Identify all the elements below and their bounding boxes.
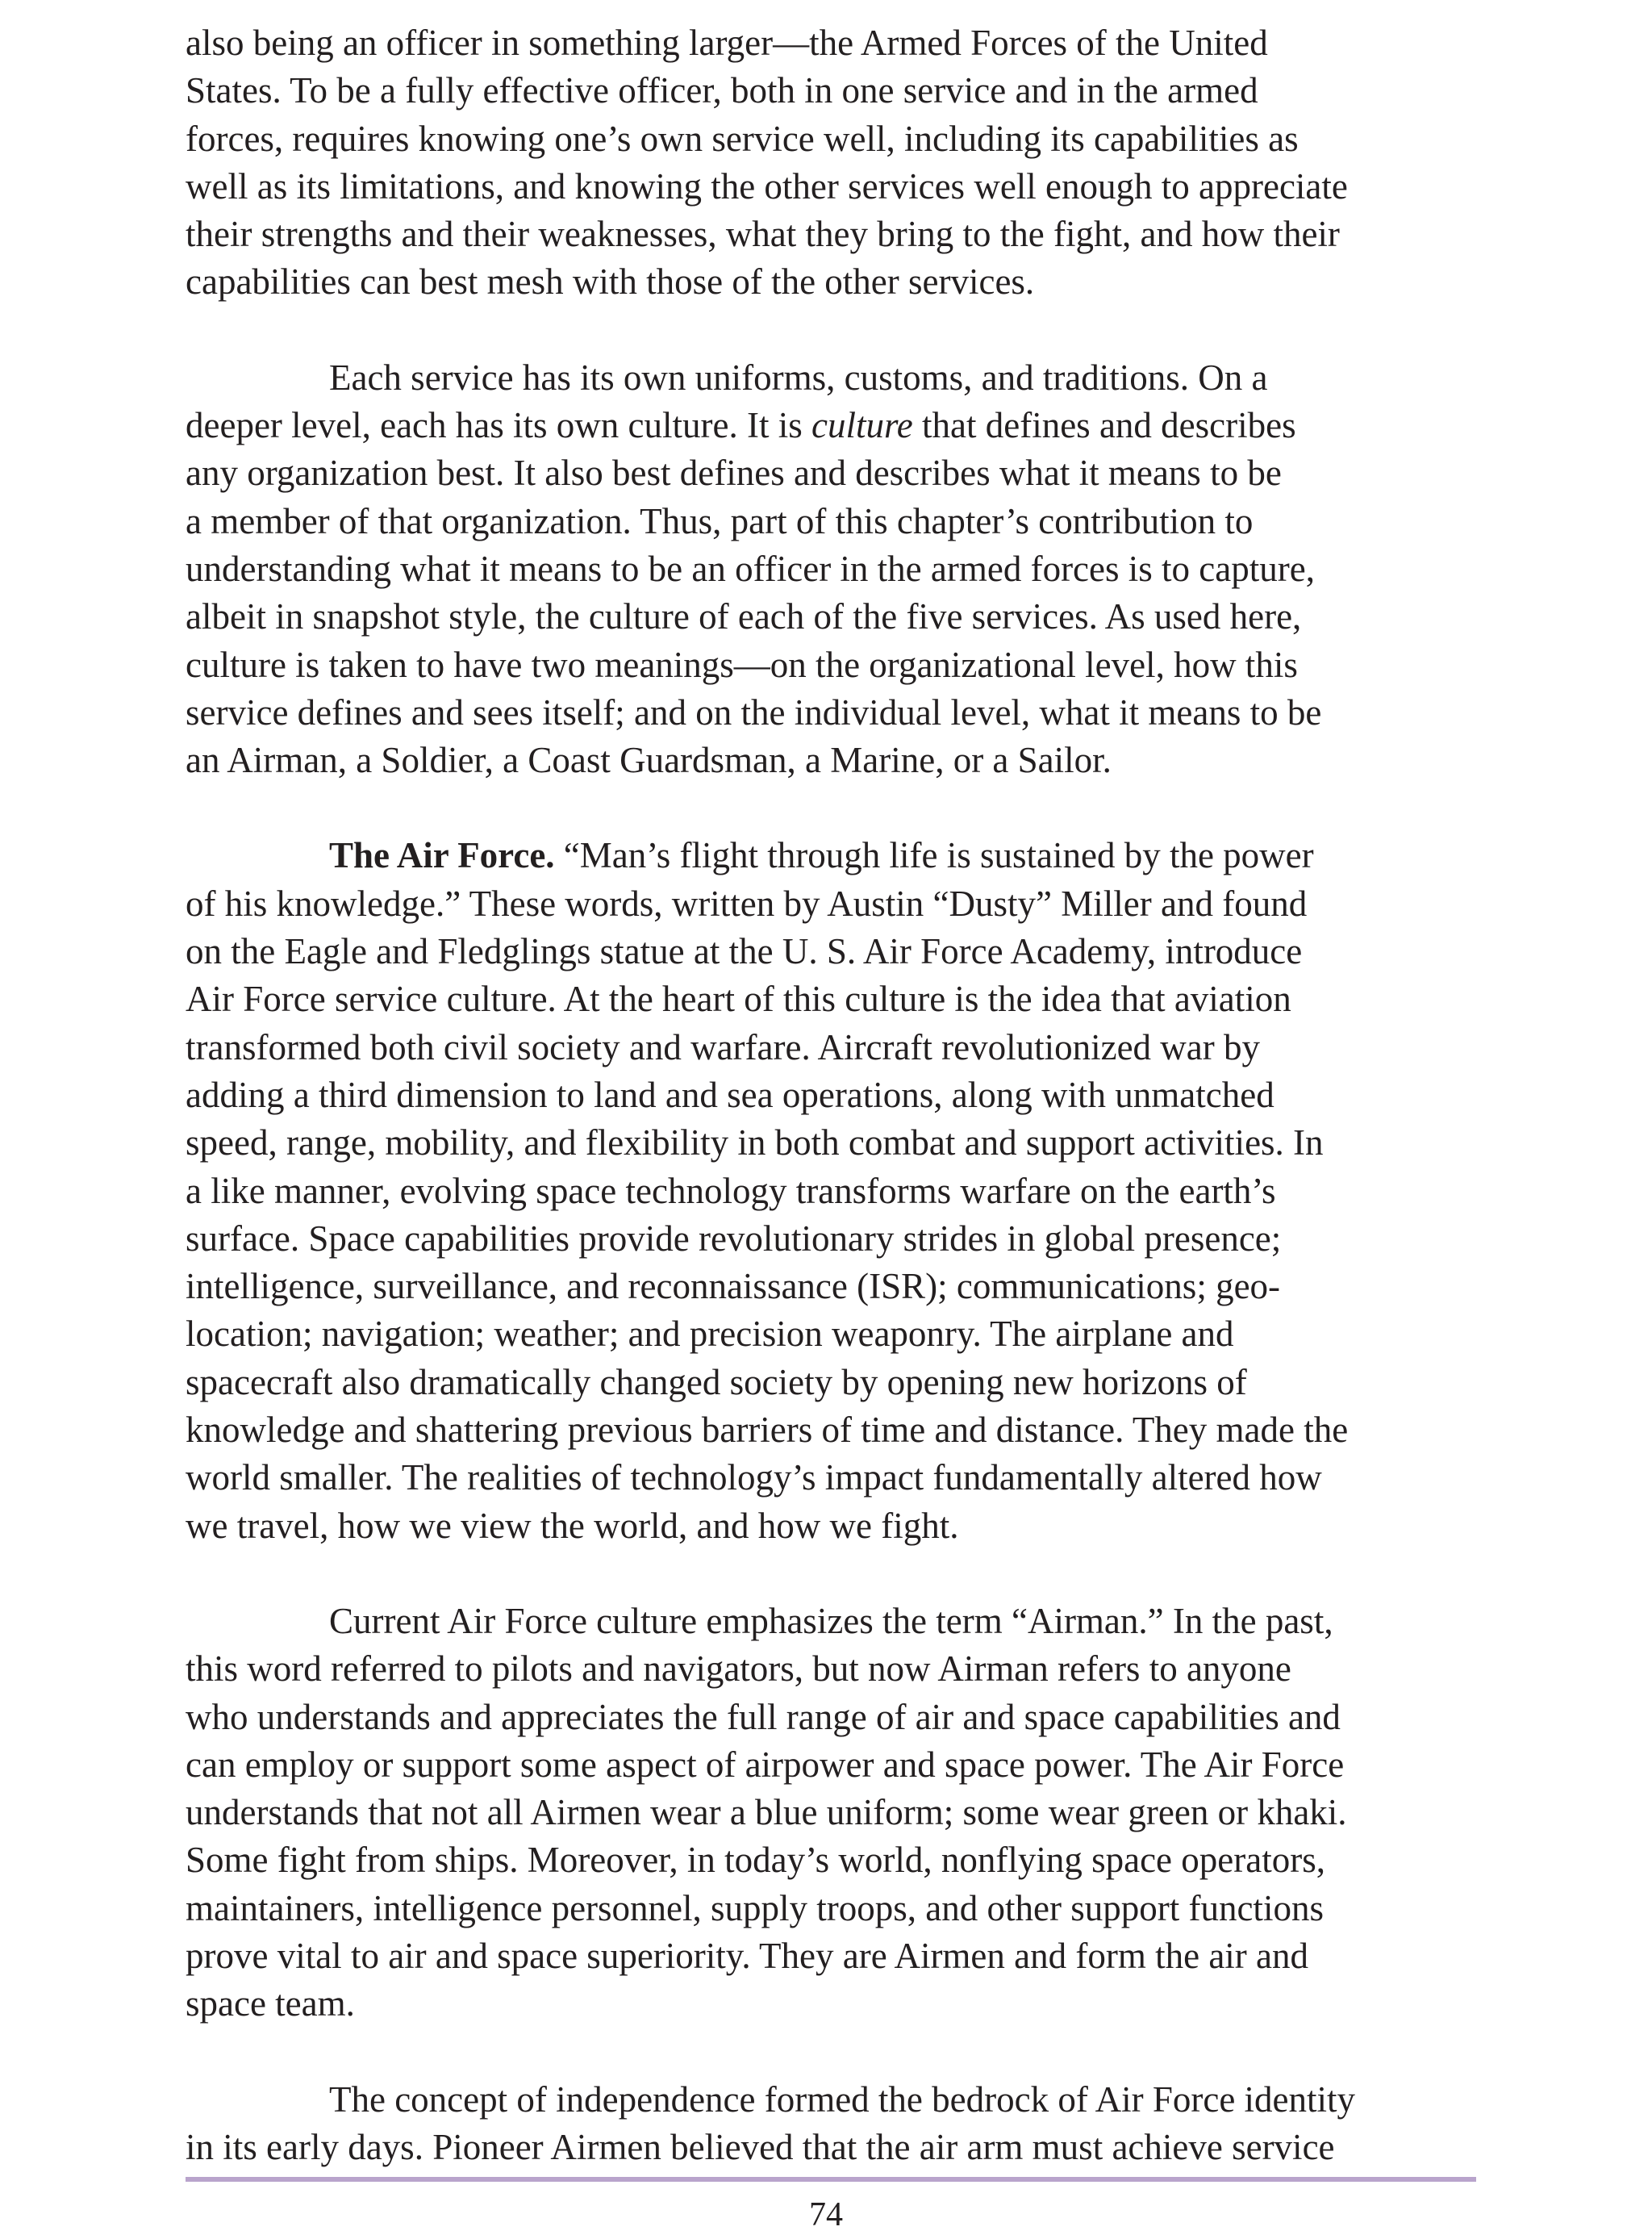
paragraph-line: we travel, how we view the world, and how we fight. xyxy=(186,1505,959,1546)
paragraph-line: transformed both civil society and warfare. Aircraft revolutionized war by xyxy=(186,1026,1261,1067)
paragraph-line: The concept of independence formed the bedrock of Air Force identity xyxy=(329,2078,1356,2120)
paragraph-line: a like manner, evolving space technology transforms warfare on the earth’s xyxy=(186,1170,1276,1211)
paragraph-line: their strengths and their weaknesses, what they bring to the fight, and how their xyxy=(186,214,1340,255)
paragraph-line: well as its limitations, and knowing the other services well enough to appreciate xyxy=(186,165,1348,207)
italic-term: culture xyxy=(811,405,913,446)
paragraph-line: understands that not all Airmen wear a blue uniform; some wear green or khaki. xyxy=(186,1792,1347,1833)
paragraph-airman xyxy=(186,1598,1476,2028)
text-run: that defines and describes xyxy=(912,405,1296,446)
paragraph-line: intelligence, surveillance, and reconnaissance (ISR); communications; geo- xyxy=(186,1266,1281,1307)
paragraph-independence xyxy=(186,2076,1476,2172)
paragraph-line: maintainers, intelligence personnel, supply troops, and other support functions xyxy=(186,1887,1324,1928)
paragraph-line: a member of that organization. Thus, part of this chapter’s contribution to xyxy=(186,500,1254,541)
paragraph-1 xyxy=(186,19,1476,307)
text-run: “Man’s flight through life is sustained by the power xyxy=(554,835,1314,876)
paragraph-line: on the Eagle and Fledglings statue at the U. S. Air Force Academy, introduce xyxy=(186,931,1303,972)
paragraph-line: Current Air Force culture emphasizes the term “Airman.” In the past, xyxy=(329,1600,1333,1641)
paragraph-line: surface. Space capabilities provide revolutionary strides in global presence; xyxy=(186,1218,1282,1259)
paragraph-line: location; navigation; weather; and precision weaponry. The airplane and xyxy=(186,1314,1234,1355)
paragraph-line: space team. xyxy=(186,1983,355,2024)
section-heading: The Air Force. xyxy=(329,835,555,876)
page-body xyxy=(186,19,1476,2171)
paragraph-line: capabilities can best mesh with those of the other services. xyxy=(186,261,1035,303)
paragraph-line-with-heading xyxy=(186,832,1476,879)
paragraph-line: States. To be a fully effective officer, both in one service and in the armed xyxy=(186,70,1258,111)
paragraph-line-with-italic xyxy=(186,402,1476,449)
paragraph-line: Each service has its own uniforms, customs, and traditions. On a xyxy=(329,357,1268,398)
paragraph-line: also being an officer in something larger—the Armed Forces of the United xyxy=(186,23,1268,63)
paragraph-gap xyxy=(186,2028,1476,2076)
text-run: deeper level, each has its own culture. It is xyxy=(186,405,811,446)
paragraph-gap xyxy=(186,784,1476,832)
paragraph-gap xyxy=(186,307,1476,354)
paragraph-line: service defines and sees itself; and on the individual level, what it means to be xyxy=(186,691,1322,733)
paragraph-line: understanding what it means to be an officer in the armed forces is to capture, xyxy=(186,548,1315,589)
paragraph-gap xyxy=(186,1550,1476,1598)
paragraph-line: can employ or support some aspect of airpower and space power. The Air Force xyxy=(186,1744,1345,1785)
paragraph-2 xyxy=(186,354,1476,785)
paragraph-line: prove vital to air and space superiority. They are Airmen and form the air and xyxy=(186,1935,1309,1976)
paragraph-line: who understands and appreciates the full range of air and space capabilities and xyxy=(186,1696,1341,1737)
paragraph-line: culture is taken to have two meanings—on the organizational level, how this xyxy=(186,644,1298,685)
paragraph-line: speed, range, mobility, and flexibility in both combat and support activities. In xyxy=(186,1122,1324,1163)
paragraph-line: albeit in snapshot style, the culture of each of the five services. As used here, xyxy=(186,596,1302,637)
paragraph-line: any organization best. It also best defines and describes what it means to be xyxy=(186,453,1282,494)
paragraph-line: Air Force service culture. At the heart of this culture is the idea that aviation xyxy=(186,979,1291,1020)
paragraph-line: of his knowledge.” These words, written by Austin “Dusty” Miller and found xyxy=(186,883,1308,924)
paragraph-line: forces, requires knowing one’s own service well, including its capabilities as xyxy=(186,118,1299,159)
paragraph-line: this word referred to pilots and navigators, but now Airman refers to anyone xyxy=(186,1648,1291,1690)
page-number: 74 xyxy=(809,2196,843,2233)
paragraph-line: spacecraft also dramatically changed society by opening new horizons of xyxy=(186,1361,1247,1402)
paragraph-line: Some fight from ships. Moreover, in today’s world, nonflying space operators, xyxy=(186,1840,1325,1881)
footer-rule xyxy=(186,2177,1476,2182)
paragraph-line: in its early days. Pioneer Airmen believed that the air arm must achieve service xyxy=(186,2126,1335,2167)
paragraph-air-force xyxy=(186,832,1476,1549)
paragraph-line: knowledge and shattering previous barriers of time and distance. They made the xyxy=(186,1410,1349,1451)
paragraph-line: world smaller. The realities of technology’s impact fundamentally altered how xyxy=(186,1457,1322,1498)
paragraph-line: adding a third dimension to land and sea operations, along with unmatched xyxy=(186,1074,1274,1115)
paragraph-line: an Airman, a Soldier, a Coast Guardsman, a Marine, or a Sailor. xyxy=(186,740,1112,781)
